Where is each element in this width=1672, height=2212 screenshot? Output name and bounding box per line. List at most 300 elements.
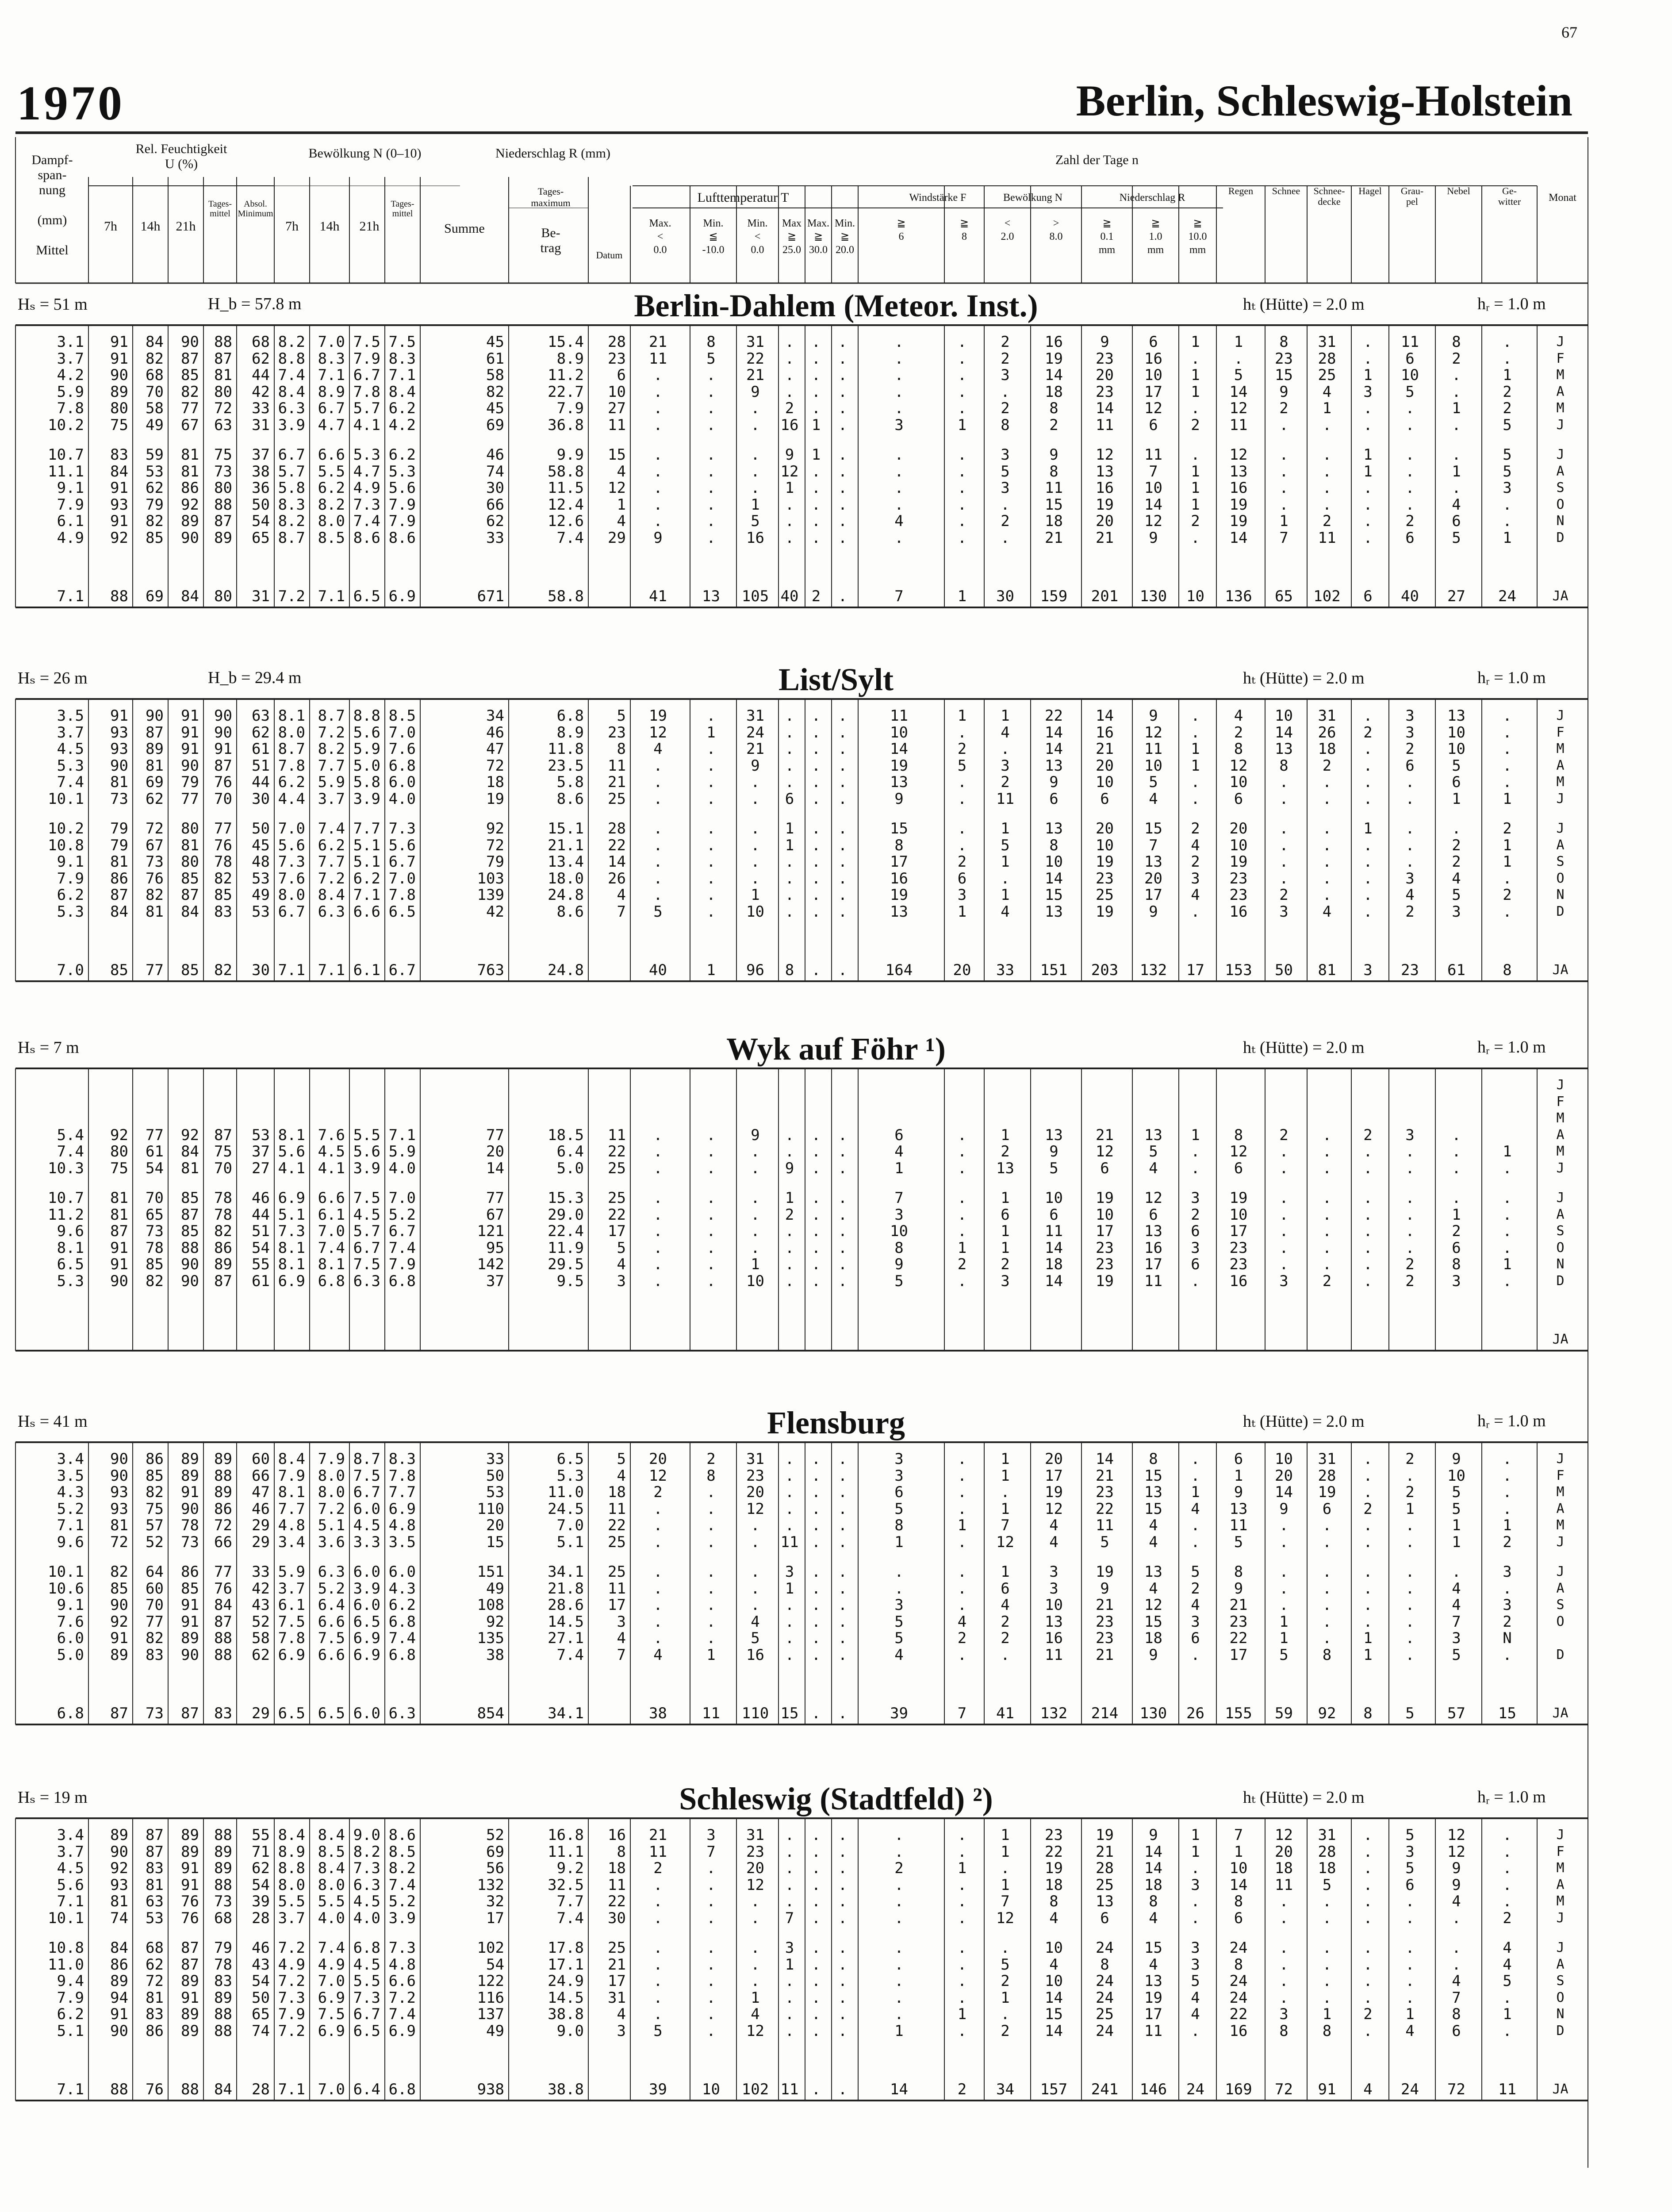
data-cell: 7.5 [388, 333, 416, 351]
data-cell: 6.0 [57, 1629, 84, 1647]
data-cell: 9.0 [556, 2022, 584, 2040]
data-cell: 27 [608, 399, 626, 417]
data-cell: 19 [1096, 853, 1114, 871]
data-cell: . [706, 1972, 716, 1990]
data-cell: . [838, 349, 848, 368]
data-cell: 11.1 [48, 462, 84, 480]
data-cell: 2 [1049, 416, 1058, 434]
header-phenomenon-0: Regen [1228, 185, 1254, 196]
data-cell: . [1405, 1222, 1415, 1240]
data-cell: 3.7 [57, 723, 84, 741]
data-cell: 18 [1045, 383, 1063, 401]
data-cell: 8.2 [318, 495, 345, 514]
data-cell: . [838, 820, 848, 837]
data-cell: 19 [1045, 1483, 1063, 1501]
data-cell: 6.7 [318, 399, 345, 417]
data-cell: . [751, 399, 760, 417]
data-cell: . [1503, 707, 1512, 725]
data-cell: 7.9 [556, 399, 584, 417]
data-cell: 82 [214, 1222, 232, 1240]
month-cell: O [1556, 1989, 1565, 2005]
data-cell: 1 [1191, 1826, 1200, 1844]
data-cell: . [785, 383, 794, 401]
data-cell: . [894, 1876, 904, 1894]
data-cell: . [957, 1579, 967, 1598]
data-cell: 90 [214, 707, 232, 725]
data-cell: 6.9 [353, 1629, 380, 1647]
data-cell: 68 [146, 366, 164, 384]
data-cell: 4.5 [353, 1893, 380, 1910]
data-cell: 3.4 [57, 1826, 84, 1844]
data-cell: 90 [110, 757, 128, 775]
data-cell: 62 [252, 1859, 270, 1877]
data-cell: . [706, 1483, 716, 1501]
data-cell: 3 [617, 1272, 626, 1290]
data-cell: 81 [214, 366, 232, 384]
data-cell: . [1503, 1843, 1512, 1861]
data-cell: . [838, 1893, 848, 1910]
data-cell: 9.2 [556, 1859, 584, 1877]
data-cell: . [1405, 1467, 1415, 1485]
data-cell: 4 [653, 740, 663, 758]
data-cell: 6.3 [318, 1563, 345, 1581]
month-cell: M [1556, 367, 1565, 383]
data-cell: 151 [477, 1563, 504, 1581]
data-cell: . [1405, 1143, 1415, 1160]
station-height-hs: Hₛ = 26 m [18, 669, 88, 687]
data-cell: 70 [214, 790, 232, 808]
data-cell: 22 [1045, 707, 1063, 725]
year-total-cell: 31 [252, 588, 270, 605]
data-cell: 87 [181, 1939, 199, 1957]
data-cell: 73 [146, 1222, 164, 1240]
data-cell: . [653, 1500, 663, 1518]
data-cell: . [811, 349, 821, 368]
data-cell: 7.9 [57, 495, 84, 514]
data-cell: 21 [1045, 529, 1063, 547]
data-cell: . [706, 1143, 716, 1160]
data-cell: 7.3 [278, 853, 305, 871]
data-cell: 1 [1191, 1483, 1200, 1501]
header-threshold: ≧ 8 [959, 218, 969, 242]
data-cell: 3 [1191, 1189, 1200, 1207]
year-label-cell: JA [1552, 962, 1568, 978]
header-threshold: Min. ≧ 20.0 [834, 218, 855, 256]
data-cell: 8.0 [278, 723, 305, 741]
data-cell: 116 [477, 1989, 504, 2007]
month-cell: J [1556, 708, 1565, 723]
year-total-cell: 72 [1447, 2081, 1465, 2098]
data-cell: 74 [252, 2022, 270, 2040]
year-total-cell: 6.7 [388, 961, 416, 979]
year-total-cell: 28 [252, 2081, 270, 2098]
data-cell: 5 [1049, 1159, 1058, 1177]
data-cell: . [1322, 1563, 1332, 1581]
data-cell: 20 [1096, 366, 1114, 384]
data-cell: . [838, 853, 848, 871]
data-cell: 1 [1001, 1843, 1010, 1861]
data-cell: 4 [1191, 886, 1200, 904]
data-cell: 7.2 [278, 1972, 305, 1990]
data-cell: . [785, 1876, 794, 1894]
data-cell: 8 [1049, 1893, 1058, 1910]
data-cell: . [1279, 1256, 1289, 1273]
data-cell: . [894, 1826, 904, 1844]
data-cell: 4 [1149, 1533, 1158, 1551]
data-cell: . [1503, 902, 1512, 921]
data-cell: 21 [649, 333, 667, 351]
data-cell: . [706, 399, 716, 417]
data-cell: 1 [1452, 1206, 1461, 1224]
data-cell: 13 [1045, 820, 1063, 837]
data-cell: 14 [1144, 495, 1162, 514]
data-cell: . [811, 1989, 821, 2007]
data-cell: 13 [1229, 462, 1248, 480]
data-cell: 21 [1096, 529, 1114, 547]
data-cell: 9 [1149, 707, 1158, 725]
data-cell: 6.0 [353, 1500, 380, 1518]
year-total-cell: 30 [996, 588, 1014, 605]
data-cell: . [838, 383, 848, 401]
year-total-cell: 6.5 [318, 1705, 345, 1722]
data-cell: 30 [252, 790, 270, 808]
data-cell: . [811, 740, 821, 758]
year-total-cell: 110 [741, 1705, 769, 1722]
data-cell: . [706, 820, 716, 837]
data-cell: 82 [146, 1629, 164, 1647]
data-cell: 3 [1405, 723, 1415, 741]
data-cell: 4.3 [57, 1483, 84, 1501]
data-cell: 1 [751, 1989, 760, 2007]
data-cell: . [1001, 495, 1010, 514]
data-cell: 1 [751, 1256, 760, 1273]
data-cell: 7.0 [388, 869, 416, 887]
data-cell: . [1363, 1859, 1373, 1877]
data-cell: 26 [608, 869, 626, 887]
data-cell: 3 [894, 416, 904, 434]
data-cell: 2 [1322, 757, 1332, 775]
data-cell: . [1363, 1206, 1373, 1224]
data-cell: 1 [1234, 333, 1243, 351]
data-cell: 7.4 [556, 1646, 584, 1664]
data-cell: 19 [1096, 1189, 1114, 1207]
data-cell: 8.4 [388, 383, 416, 401]
data-cell: . [706, 853, 716, 871]
data-cell: 23 [746, 1467, 764, 1485]
data-cell: 21 [1096, 1596, 1114, 1614]
data-cell: 6 [1001, 1579, 1010, 1598]
data-cell: 9 [1049, 773, 1058, 791]
data-cell: 8.2 [318, 740, 345, 758]
data-cell: 87 [146, 1826, 164, 1844]
data-cell: 8 [1279, 757, 1289, 775]
data-cell: . [957, 836, 967, 854]
data-cell: 54 [252, 1972, 270, 1990]
data-cell: 79 [214, 1939, 232, 1957]
data-cell: . [957, 1826, 967, 1844]
data-cell: 81 [110, 1189, 128, 1207]
data-cell: 5.2 [318, 1579, 345, 1598]
data-cell: 16 [1229, 479, 1248, 497]
month-cell: A [1556, 384, 1565, 399]
data-cell: 23 [1096, 349, 1114, 368]
data-cell: 11 [1096, 416, 1114, 434]
data-cell: 18 [1318, 740, 1336, 758]
data-cell: . [1405, 1206, 1415, 1224]
year-total-cell: 27 [1447, 588, 1465, 605]
data-cell: . [1503, 740, 1512, 758]
data-cell: . [1363, 1893, 1373, 1910]
data-cell: 7.9 [278, 1467, 305, 1485]
data-cell: 88 [214, 2022, 232, 2040]
data-cell: . [653, 399, 663, 417]
header-precip2: Niederschlag R [1119, 192, 1185, 204]
data-cell: 52 [486, 1826, 504, 1844]
data-cell: 21 [1096, 1126, 1114, 1144]
data-cell: . [811, 1579, 821, 1598]
data-cell: 14 [1096, 1450, 1114, 1468]
data-cell: 5 [1191, 1563, 1200, 1581]
data-cell: 6 [1234, 1450, 1243, 1468]
data-cell: 8.2 [353, 1843, 380, 1861]
data-cell: . [1001, 1859, 1010, 1877]
data-cell: . [1363, 2022, 1373, 2040]
data-cell: 2 [1503, 399, 1512, 417]
data-cell: 11 [780, 1533, 799, 1551]
year-total-cell: 11 [780, 2081, 799, 2098]
data-cell: 8.2 [278, 512, 305, 530]
data-cell: . [785, 723, 794, 741]
data-cell: 1 [1001, 1500, 1010, 1518]
data-cell: . [838, 529, 848, 547]
data-cell: 6 [1049, 790, 1058, 808]
data-cell: 31 [746, 333, 764, 351]
data-cell: . [838, 1126, 848, 1144]
data-cell: 82 [486, 383, 504, 401]
data-cell: 11.8 [548, 740, 584, 758]
data-cell: 19 [1229, 1189, 1248, 1207]
data-cell: 84 [181, 902, 199, 921]
data-cell: 76 [181, 1893, 199, 1910]
data-cell: 8 [1049, 836, 1058, 854]
data-cell: 1 [1503, 1256, 1512, 1273]
year-total-cell: 88 [110, 588, 128, 605]
data-cell: 14 [1045, 723, 1063, 741]
data-cell: 89 [181, 1826, 199, 1844]
data-cell: 93 [110, 723, 128, 741]
data-cell: 31 [1318, 1450, 1336, 1468]
data-cell: 10 [890, 1222, 908, 1240]
month-cell: O [1556, 870, 1565, 886]
data-cell: 10 [1229, 836, 1248, 854]
data-cell: . [1279, 790, 1289, 808]
data-cell: . [1503, 333, 1512, 351]
data-cell: 6.2 [57, 886, 84, 904]
data-cell: . [751, 1189, 760, 1207]
data-cell: 75 [110, 1159, 128, 1177]
data-cell: 37 [486, 1272, 504, 1290]
data-cell: 2 [1503, 383, 1512, 401]
data-cell: 2 [785, 399, 794, 417]
month-cell: S [1556, 480, 1565, 495]
data-cell: . [1503, 2022, 1512, 2040]
data-cell: 4 [1452, 1893, 1461, 1910]
data-cell: 2 [1001, 1972, 1010, 1990]
data-cell: 4 [1452, 1579, 1461, 1598]
data-cell: 1 [1001, 1189, 1010, 1207]
data-cell: 7.4 [388, 2005, 416, 2023]
data-cell: 22 [608, 1893, 626, 1910]
data-cell: . [1279, 495, 1289, 514]
data-cell: . [1363, 1467, 1373, 1485]
data-cell: 34.1 [548, 1563, 584, 1581]
data-cell: 31 [1318, 707, 1336, 725]
data-cell: . [838, 1596, 848, 1614]
data-cell: 7 [1149, 836, 1158, 854]
data-cell: . [811, 399, 821, 417]
year-total-cell: 84 [214, 2081, 232, 2098]
data-cell: . [1405, 836, 1415, 854]
data-cell: 2 [1503, 1613, 1512, 1631]
data-cell: . [838, 869, 848, 887]
data-cell: 2 [1191, 1206, 1200, 1224]
data-cell: 2 [1279, 1126, 1289, 1144]
data-cell: 5 [1322, 1876, 1332, 1894]
month-cell: D [1556, 530, 1565, 545]
data-cell: 8 [1452, 2005, 1461, 2023]
data-cell: 89 [181, 512, 199, 530]
data-cell: 7 [617, 1646, 626, 1664]
data-cell: . [894, 366, 904, 384]
data-cell: . [751, 820, 760, 837]
year-total-cell: 8 [785, 961, 794, 979]
month-cell: A [1556, 1580, 1565, 1596]
data-cell: . [1191, 1517, 1200, 1534]
data-cell: 4 [1049, 1533, 1058, 1551]
data-cell: . [1405, 1646, 1415, 1664]
data-cell: 14 [1144, 1843, 1162, 1861]
data-cell: 11 [649, 349, 667, 368]
data-cell: 5.5 [353, 1972, 380, 1990]
data-cell: 18 [1144, 1629, 1162, 1647]
data-cell: 85 [181, 1189, 199, 1207]
data-cell: 15 [890, 820, 908, 837]
data-cell: . [838, 2022, 848, 2040]
data-cell: 59 [146, 446, 164, 464]
data-cell: . [1191, 1646, 1200, 1664]
month-cell: J [1556, 1534, 1565, 1550]
data-cell: . [1503, 1989, 1512, 2007]
data-cell: 50 [252, 495, 270, 514]
data-cell: 5 [1234, 366, 1243, 384]
data-cell: 50 [252, 820, 270, 837]
data-cell: 5.5 [318, 462, 345, 480]
data-cell: 3.4 [57, 1450, 84, 1468]
data-cell: 1 [894, 1159, 904, 1177]
data-cell: . [706, 1159, 716, 1177]
data-cell: 92 [486, 1613, 504, 1631]
data-cell: 5.5 [353, 1126, 380, 1144]
data-cell: . [785, 1972, 794, 1990]
header-phenomenon-6: Ge- witter [1498, 185, 1521, 207]
data-cell: . [785, 1646, 794, 1664]
data-cell: 46 [252, 1939, 270, 1957]
data-cell: . [838, 1483, 848, 1501]
data-cell: . [1191, 349, 1200, 368]
data-cell: . [1503, 869, 1512, 887]
data-cell: 90 [110, 1450, 128, 1468]
data-cell: 89 [181, 1972, 199, 1990]
data-cell: 135 [477, 1629, 504, 1647]
data-cell: . [1363, 1939, 1373, 1957]
data-cell: . [751, 1909, 760, 1927]
data-cell: . [1322, 820, 1332, 837]
data-cell: 7.4 [318, 820, 345, 837]
data-cell: 28 [608, 333, 626, 351]
data-cell: 2 [1191, 416, 1200, 434]
data-cell: 39 [252, 1893, 270, 1910]
data-cell: 6 [1149, 416, 1158, 434]
data-cell: 83 [214, 1972, 232, 1990]
data-cell: 2 [1191, 853, 1200, 871]
data-cell: 18 [1045, 1876, 1063, 1894]
data-cell: 84 [181, 1143, 199, 1160]
data-cell: . [785, 1826, 794, 1844]
data-cell: . [1452, 1159, 1461, 1177]
data-cell: 94 [110, 1989, 128, 2007]
data-cell: 12 [1144, 1189, 1162, 1207]
data-cell: 2 [957, 1629, 967, 1647]
data-cell: 14 [1275, 723, 1293, 741]
data-cell: . [751, 446, 760, 464]
data-cell: 12 [1096, 1143, 1114, 1160]
data-cell: 80 [110, 1143, 128, 1160]
data-cell: 8.1 [278, 1126, 305, 1144]
data-cell: 90 [110, 1272, 128, 1290]
data-cell: . [957, 383, 967, 401]
data-cell: 7.3 [353, 495, 380, 514]
data-cell: 91 [181, 1859, 199, 1877]
year-total-cell: 40 [1401, 588, 1419, 605]
data-cell: 23 [608, 349, 626, 368]
data-cell: 7.6 [388, 740, 416, 758]
data-cell: . [751, 1159, 760, 1177]
year-total-cell: 7.0 [57, 961, 84, 979]
data-cell: 81 [181, 1159, 199, 1177]
data-cell: 6 [1452, 512, 1461, 530]
data-cell: 12 [780, 462, 799, 480]
data-cell: . [838, 1859, 848, 1877]
data-cell: 23 [1096, 1239, 1114, 1257]
data-cell: 10 [746, 1272, 764, 1290]
data-cell: 6 [1100, 790, 1109, 808]
data-cell: 7.9 [388, 512, 416, 530]
data-cell: 11 [608, 1579, 626, 1598]
year-total-cell: 82 [214, 961, 232, 979]
data-cell: . [1452, 416, 1461, 434]
data-cell: . [811, 2022, 821, 2040]
data-cell: . [1322, 446, 1332, 464]
data-cell: 10.3 [48, 1159, 84, 1177]
data-cell: 1 [1001, 1989, 1010, 2007]
data-cell: 1 [1452, 790, 1461, 808]
data-cell: . [838, 757, 848, 775]
data-cell: 92 [486, 820, 504, 837]
data-cell: 5 [1405, 383, 1415, 401]
data-cell: 11 [608, 1876, 626, 1894]
data-cell: 76 [146, 869, 164, 887]
data-cell: . [957, 1189, 967, 1207]
